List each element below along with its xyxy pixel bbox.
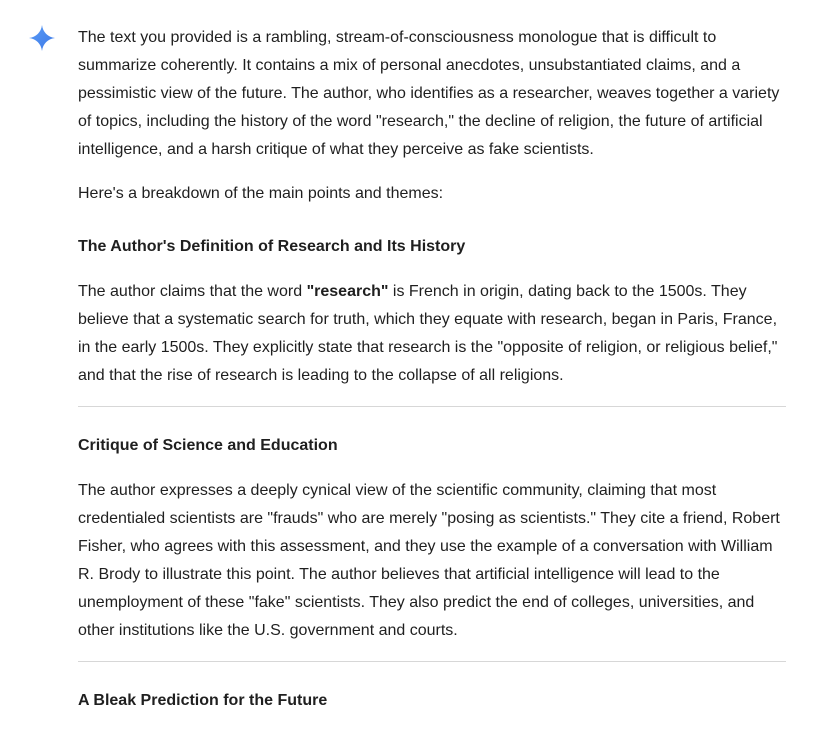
bold-term: "research" — [306, 283, 389, 300]
section-heading-research-history: The Author's Definition of Research and Its History — [78, 238, 466, 255]
section-body-science-critique: The author expresses a deeply cynical view of the scientific community, claiming that most credentialed scientists are "frauds" who are merely "posing as scientists." They cite a friend, Robert Fisher, who agrees with this assessment, and they use the example of a conversation with William R. Brody to illustrate this point. The author believes that artificial intelligence will lead to the unemployment of these "fake" scientists. They also predict the end of colleges, universities, and other institutions like the U.S. government and courts. — [78, 482, 780, 639]
intro-paragraph: The text you provided is a rambling, stream-of-consciousness monologue that is difficult to summarize coherently. It contains a mix of personal anecdotes, unsubstantiated claims, and a pessimistic view of the future. The author, who identifies as a researcher, weaves together a variety of topics, including the history of the word "research," the decline of religion, the future of artificial intelligence, and a harsh critique of what they perceive as fake scientists. — [78, 29, 780, 158]
response-content — [78, 24, 788, 732]
body-text-start: The author claims that the word — [78, 283, 307, 300]
section-divider — [78, 661, 786, 662]
lead-paragraph: Here's a breakdown of the main points and themes: — [78, 185, 444, 202]
section-heading-bleak-future: A Bleak Prediction for the Future — [78, 692, 328, 709]
sparkle-icon — [28, 24, 56, 52]
section-divider — [78, 406, 786, 407]
section-body-research-history — [78, 278, 788, 390]
body-text-end: is French in origin, dating back to the 1500s. They believe that a systematic search for truth, which they equate with research, began in Paris, France, in the early 1500s. They explicitly state that research is the "opposite of religion, or religious belief," and that the rise of research is leading to the collapse of all religions. — [78, 283, 778, 384]
section-heading-science-critique: Critique of Science and Education — [78, 437, 338, 454]
